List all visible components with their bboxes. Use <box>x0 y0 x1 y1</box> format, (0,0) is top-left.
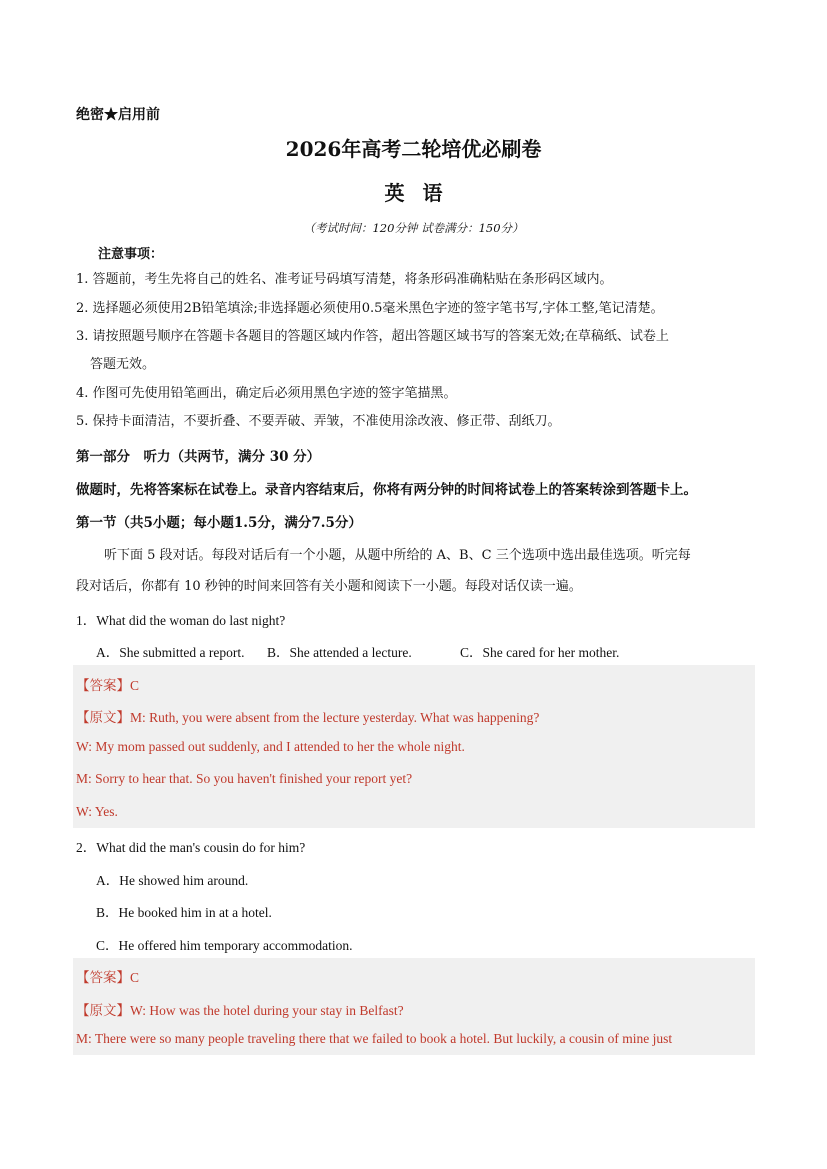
subject-title: 英语 <box>384 181 461 205</box>
transcript-1-line-3: M: Sorry to hear that. So you haven't finished your report yet? <box>76 771 413 786</box>
note-item-4: 4. 作图可先使用铅笔画出，确定后必须用黑色字迹的签字笔描黑。 <box>76 386 457 401</box>
question-2-option-b: B．He booked him in at a hotel. <box>96 905 272 920</box>
part1-heading: 第一部分 听力（共两节，满分 30 分） <box>76 449 321 465</box>
question-1-option-b: B．She attended a lecture. <box>267 645 412 660</box>
transcript-1-line-1 <box>76 706 539 726</box>
answer-1 <box>76 674 139 694</box>
transcript-2-label: 【原文】 <box>76 1003 130 1018</box>
question-2-option-c: C．He offered him temporary accommodation. <box>96 938 353 953</box>
transcript-2-line-2: M: There were so many people traveling there that we failed to book a hotel. But luckily, a cousin of mine just <box>76 1031 673 1046</box>
transcript-1-line-2: W: My mom passed out suddenly, and I attended to her the whole night. <box>76 739 465 754</box>
note-item-2: 2. 选择题必须使用2B铅笔填涂;非选择题必须使用0.5毫米黑色字迹的签字笔书写,字体工整,笔记清楚。 <box>76 301 664 316</box>
transcript-2-line-1 <box>76 999 404 1019</box>
answer-2 <box>76 966 139 986</box>
note-item-1: 1. 答题前，考生先将自己的姓名、准考证号码填写清楚，将条形码准确粘贴在条形码区域内。 <box>76 272 613 287</box>
part1-instruction: 做题时，先将答案标在试卷上。录音内容结束后，你将有两分钟的时间将试卷上的答案转涂到答题卡上。 <box>76 482 697 498</box>
notes-heading: 注意事项： <box>98 247 164 262</box>
answer-2-value: C <box>130 970 140 985</box>
note-item-3: 3. 请按照题号顺序在答题卡各题目的答题区域内作答，超出答题区域书写的答案无效;在草稿纸、试卷上 <box>76 329 669 344</box>
question-1-option-c: C．She cared for her mother. <box>460 645 620 660</box>
exam-title: 2026年高考二轮培优必刷卷 <box>285 137 542 161</box>
question-1-option-a: A．She submitted a report. <box>96 645 245 660</box>
question-2-option-a: A．He showed him around. <box>96 873 249 888</box>
transcript-2-text: W: How was the hotel during your stay in Belfast? <box>130 1003 404 1018</box>
section1-heading: 第一节（共5小题；每小题1.5分，满分7.5分） <box>76 515 362 531</box>
question-2-stem: 2．What did the man's cousin do for him? <box>76 840 306 855</box>
section1-desc-line1: 听下面 5 段对话。每段对话后有一个小题，从题中所给的 A、B、C 三个选项中选出最佳选项。听完每 <box>104 548 691 563</box>
confidential-mark: 绝密★启用前 <box>76 107 160 123</box>
answer-2-label: 【答案】 <box>76 970 130 985</box>
exam-meta: （考试时间：120分钟 试卷满分：150分） <box>303 221 524 235</box>
note-item-5: 5. 保持卡面清洁，不要折叠、不要弄破、弄皱，不准使用涂改液、修正带、刮纸刀。 <box>76 414 561 429</box>
answer-1-value: C <box>130 678 140 693</box>
answer-1-label: 【答案】 <box>76 678 130 693</box>
transcript-1-line-4: W: Yes. <box>76 804 118 819</box>
transcript-1-label: 【原文】 <box>76 710 130 725</box>
transcript-1-text: M: Ruth, you were absent from the lecture yesterday. What was happening? <box>130 710 540 725</box>
question-1-stem: 1．What did the woman do last night? <box>76 613 286 628</box>
section1-desc-line2: 段对话后，你都有 10 秒钟的时间来回答有关小题和阅读下一小题。每段对话仅读一遍。 <box>76 579 582 594</box>
note-item-3-cont: 答题无效。 <box>90 357 156 372</box>
